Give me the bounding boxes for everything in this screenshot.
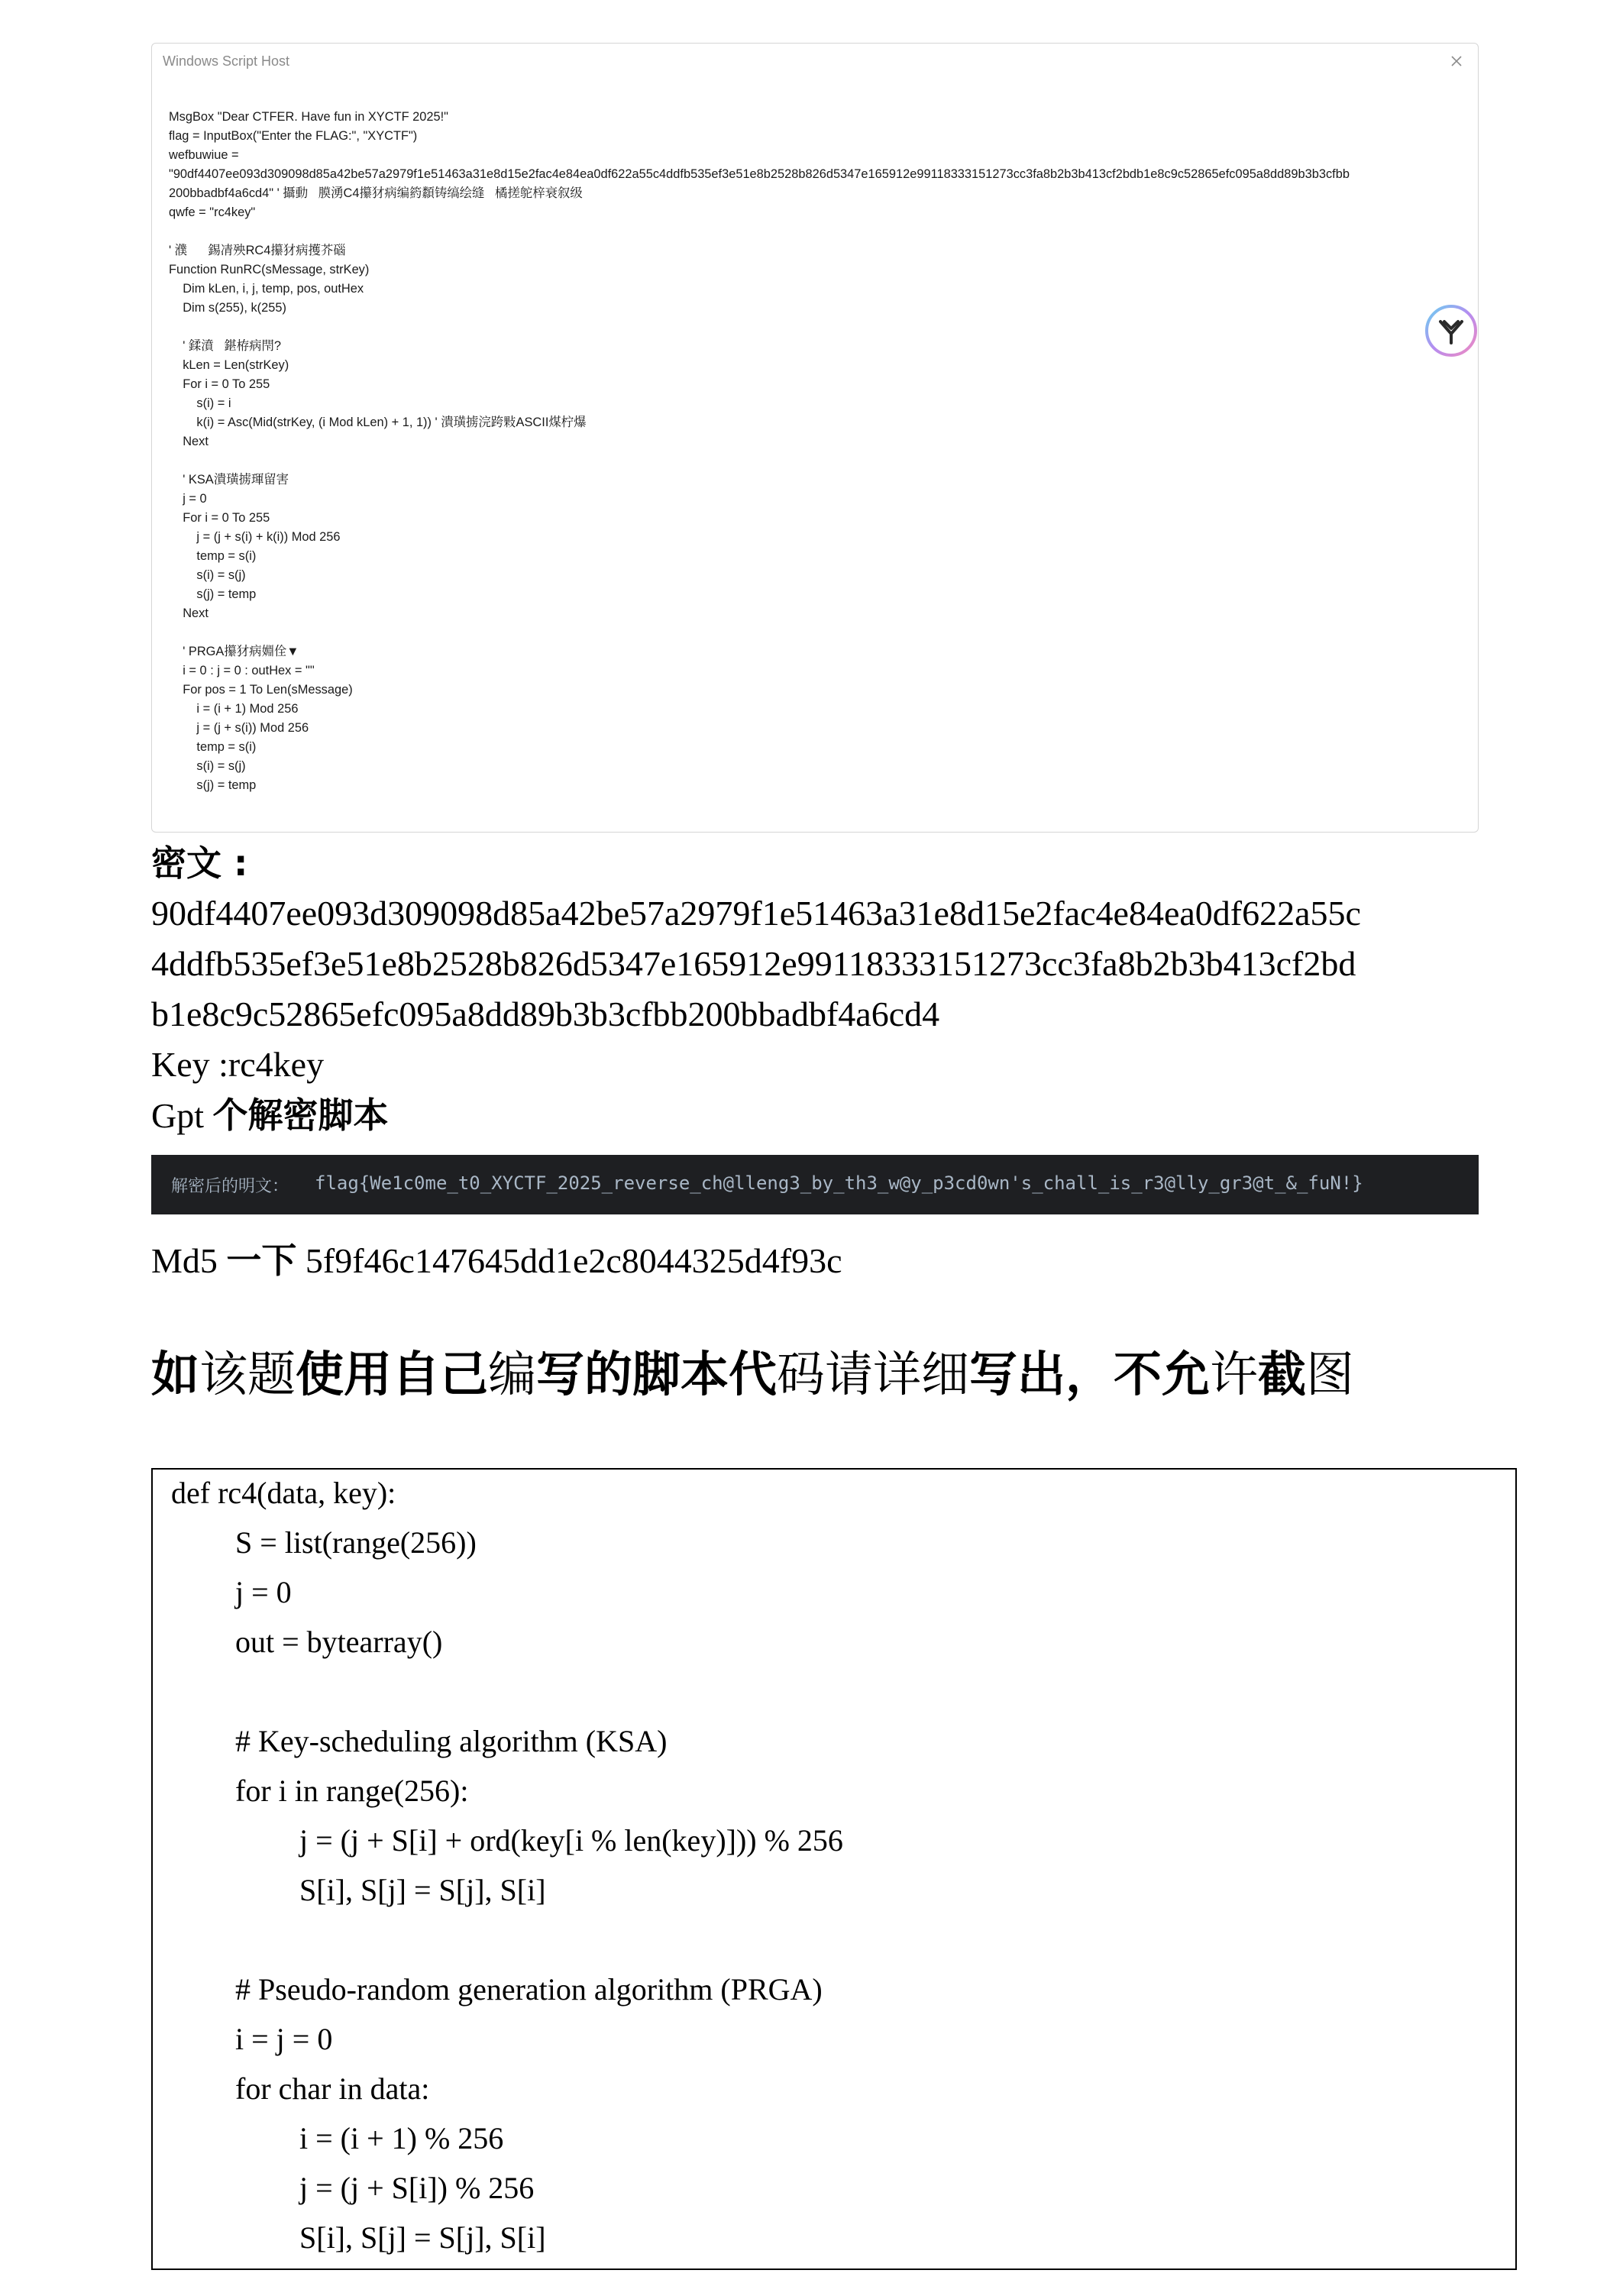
vbscript-line: temp = s(i)	[169, 740, 257, 754]
code-line: j = 0	[235, 1575, 292, 1609]
heading-seg-9: 许	[1210, 1347, 1258, 1402]
vbscript-line: Function RunRC(sMessage, strKey)	[169, 263, 370, 276]
vbscript-line: i = (i + 1) Mod 256	[169, 702, 299, 716]
code-line: out = bytearray()	[235, 1625, 443, 1659]
vbscript-line: s(i) = i	[169, 396, 231, 410]
code-line: S = list(range(256))	[235, 1525, 477, 1560]
md5-line	[151, 1236, 842, 1285]
code-line: # Pseudo-random generation algorithm (PRGA)	[235, 1972, 823, 2007]
vbscript-line: wefbuwiue =	[169, 148, 239, 162]
python-code-box	[151, 1468, 1517, 2270]
cipher-line-2: 4ddfb535ef3e51e8b2528b826d5347e165912e99118333151273cc3fa8b2b3b413cf2bd	[151, 944, 1356, 983]
vbscript-source	[169, 108, 1350, 795]
assistant-logo-icon[interactable]	[1424, 303, 1479, 358]
md5-mid: 一下	[226, 1240, 297, 1281]
code-line: j = (j + S[i] + ord(key[i % len(key)])) % 256	[299, 1823, 843, 1858]
code-line: def rc4(data, key):	[171, 1476, 396, 1510]
output-label: 解密后的明文：	[171, 1177, 289, 1196]
vbscript-line: i = 0 : j = 0 : outHex = ""	[169, 664, 315, 677]
code-line: S[i], S[j] = S[j], S[i]	[299, 2220, 546, 2255]
heading-seg-10: 截	[1258, 1347, 1306, 1402]
vbscript-line: For i = 0 To 255	[169, 511, 270, 525]
instruction-heading	[151, 1338, 1354, 1412]
vbscript-line: Next	[169, 435, 209, 448]
heading-seg-11: 图	[1306, 1347, 1354, 1402]
script-host-window	[151, 43, 1479, 833]
cipher-line-1: 90df4407ee093d309098d85a42be57a2979f1e51463a31e8d15e2fac4e84ea0df622a55c	[151, 894, 1361, 933]
vbscript-line: For i = 0 To 255	[169, 377, 270, 391]
vbscript-line: ' 鍒濆 鍖栫病閇?	[169, 339, 282, 353]
gpt-prefix: Gpt	[151, 1096, 204, 1135]
code-line: i = (i + 1) % 256	[299, 2121, 504, 2155]
output-plaintext: flag{We1c0me_t0_XYCTF_2025_reverse_ch@lleng3_by_th3_w@y_p3cd0wn's_chall_is_r3@lly_gr3@t_&_fuN!}	[315, 1172, 1363, 1194]
vbscript-line: j = 0	[169, 492, 207, 506]
md5-value: 5f9f46c147645dd1e2c8044325d4f93c	[305, 1241, 842, 1280]
key-value: rc4key	[228, 1045, 325, 1084]
md5-prefix: Md5	[151, 1241, 218, 1280]
heading-seg-1: 如	[151, 1347, 199, 1402]
vbscript-line: ' KSA潰璜掳琿留害	[169, 473, 289, 487]
vbscript-line: s(j) = temp	[169, 587, 257, 601]
decryption-output-bar	[151, 1155, 1479, 1214]
code-line	[171, 1674, 179, 1709]
vbscript-line: Dim s(255), k(255)	[169, 301, 286, 315]
key-line	[151, 1040, 324, 1089]
vbscript-line: For pos = 1 To Len(sMessage)	[169, 683, 353, 697]
cipher-label-text: 密文 :	[151, 842, 248, 884]
vbscript-line: Dim kLen, i, j, temp, pos, outHex	[169, 282, 364, 296]
vbscript-line: kLen = Len(strKey)	[169, 358, 289, 372]
vbscript-line: s(i) = s(j)	[169, 759, 246, 773]
heading-seg-4: 编	[488, 1347, 536, 1402]
vbscript-line: MsgBox "Dear CTFER. Have fun in XYCTF 2025!"	[169, 110, 448, 124]
heading-seg-5: 写的脚本代	[536, 1347, 777, 1402]
window-title: Windows Script Host	[163, 53, 290, 69]
vbscript-line	[169, 222, 1350, 241]
vbscript-line: k(i) = Asc(Mid(strKey, (i Mod kLen) + 1, 1)) ' 潰璜掳浣跨敤ASCII煤柠爆	[169, 416, 587, 429]
vbscript-line: s(j) = temp	[169, 778, 257, 792]
vbscript-line: Next	[169, 606, 209, 620]
close-icon[interactable]	[1443, 50, 1470, 73]
vbscript-line: flag = InputBox("Enter the FLAG:", "XYCTF")	[169, 129, 418, 143]
heading-seg-7: 写出	[969, 1347, 1065, 1402]
vbscript-line: s(i) = s(j)	[169, 568, 246, 582]
code-line: for i in range(256):	[235, 1774, 469, 1808]
code-line: j = (j + S[i]) % 256	[299, 2171, 535, 2205]
vbscript-line: ' PRGA攥犲病婣佺▼	[169, 645, 299, 658]
vbscript-line	[169, 318, 1350, 337]
heading-seg-8: ，不允	[1065, 1347, 1210, 1402]
code-line: i = j = 0	[235, 2022, 333, 2056]
gpt-suffix: 个解密脚本	[212, 1095, 389, 1136]
vbscript-line: 200bbadbf4a6cd4" ' 攝動 膜湧C4攥犲病编箹纇铸缟绘缝 橘搓鸵梓衰叙级	[169, 186, 583, 200]
vbscript-line: j = (j + s(i)) Mod 256	[169, 721, 309, 735]
cipher-line-3: b1e8c9c52865efc095a8dd89b3b3cfbb200bbadbf4a6cd4	[151, 994, 940, 1033]
vbscript-line	[169, 451, 1350, 471]
key-label: Key :	[151, 1045, 228, 1084]
vbscript-line: qwfe = "rc4key"	[169, 205, 256, 219]
code-line: # Key-scheduling algorithm (KSA)	[235, 1724, 668, 1758]
vbscript-line: "90df4407ee093d309098d85a42be57a2979f1e51463a31e8d15e2fac4e84ea0df622a55c4ddfb535ef3e51e8b2528b826d5347e165912e99118333151273cc3fa8b2b3b413cf2bdb1e8c9c52865efc095a8dd89b3b3cfbb	[169, 167, 1350, 181]
code-line: S[i], S[j] = S[j], S[i]	[299, 1873, 546, 1907]
code-line: for char in data:	[235, 2071, 430, 2106]
gpt-line	[151, 1091, 389, 1140]
window-titlebar	[152, 44, 1478, 82]
heading-seg-3: 使用自己	[296, 1347, 488, 1402]
vbscript-line: j = (j + s(i) + k(i)) Mod 256	[169, 530, 341, 544]
code-line	[171, 1922, 179, 1958]
heading-seg-2: 该题	[199, 1347, 296, 1402]
vbscript-line: temp = s(i)	[169, 549, 257, 563]
heading-seg-6: 码请详细	[777, 1347, 969, 1402]
vbscript-line	[169, 623, 1350, 642]
vbscript-line: ' 濮 錫凊殃RC4攥犲病擭芥碯	[169, 244, 346, 257]
cipher-label	[151, 839, 247, 888]
